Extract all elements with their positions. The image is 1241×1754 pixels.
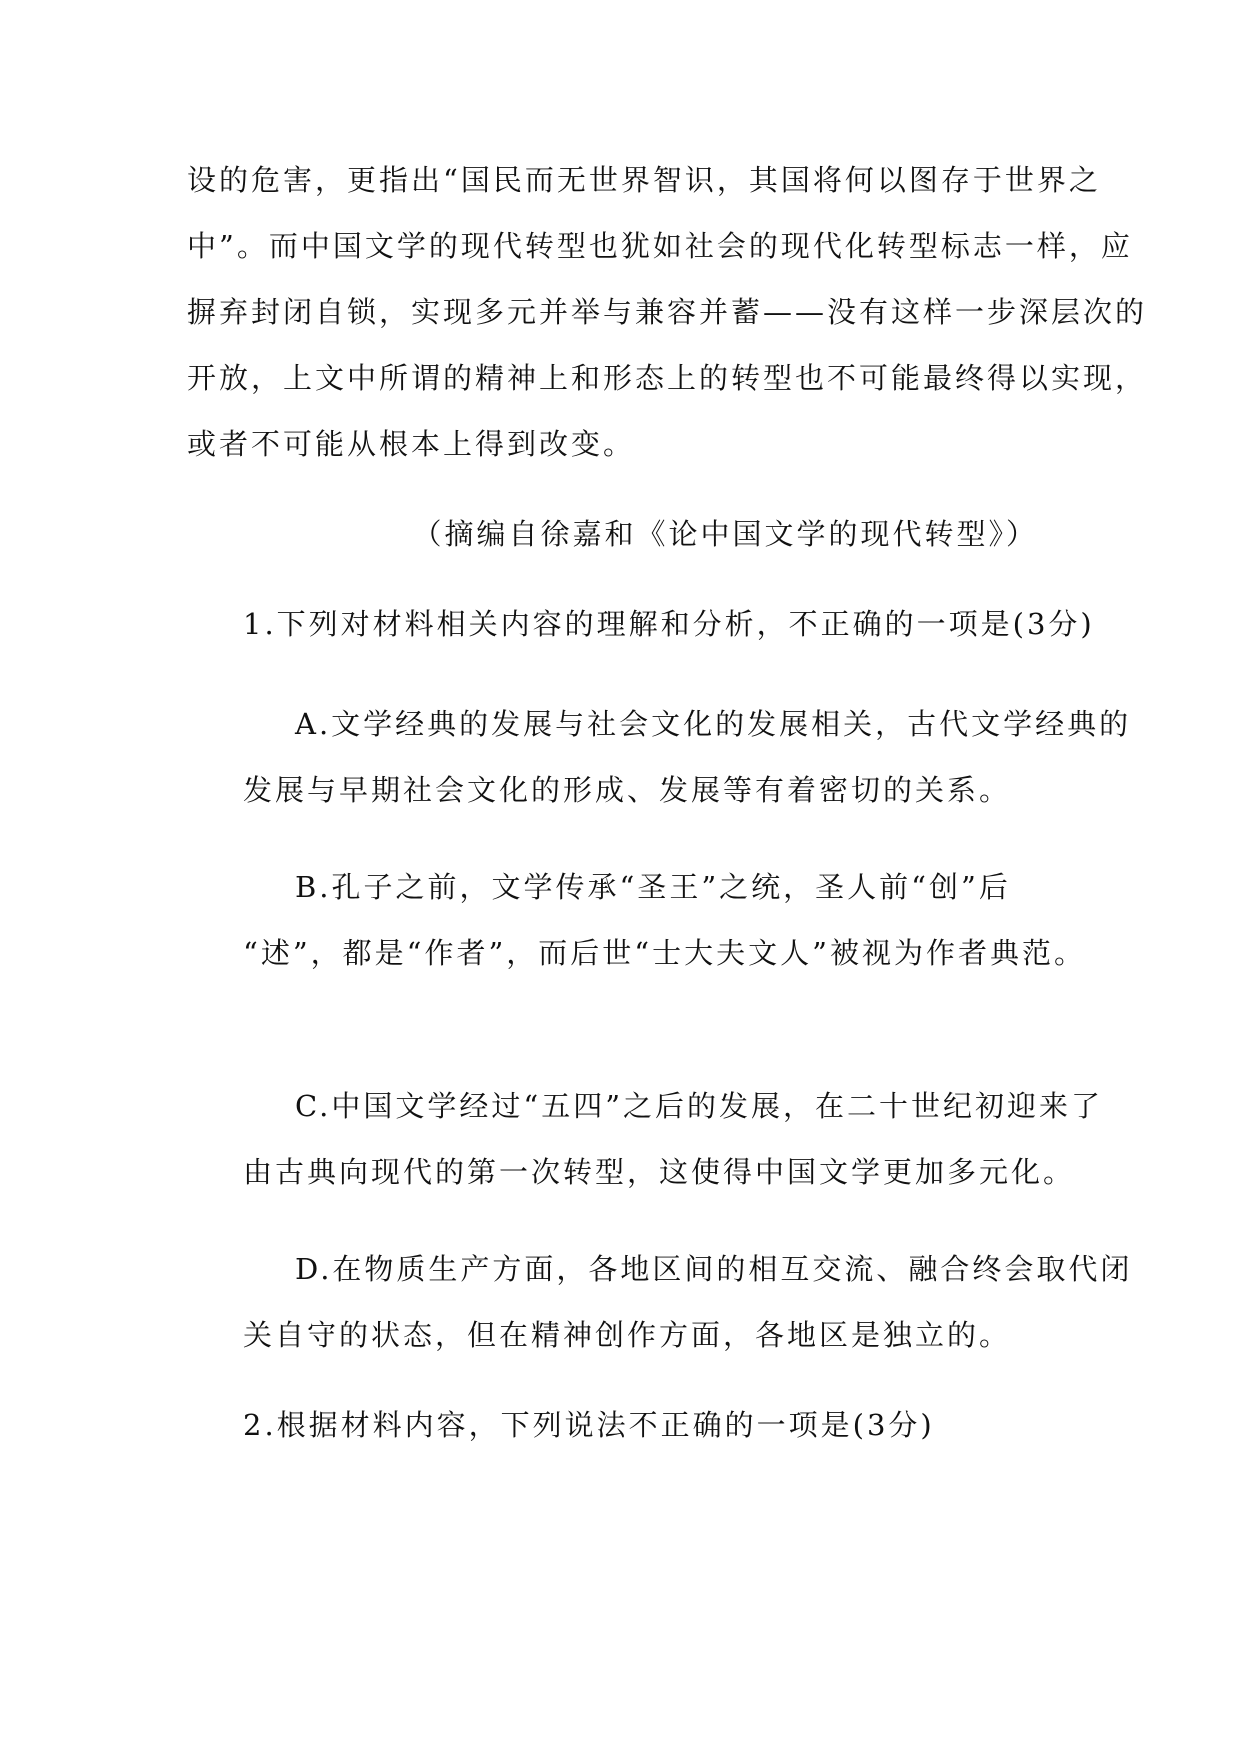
passage-source: （摘编自徐嘉和《论中国文学的现代转型》）: [412, 517, 1038, 551]
passage-line: 开放，上文中所谓的精神上和形态上的转型也不可能最终得以实现，: [187, 361, 1148, 395]
question-2-stem: 2.根据材料内容，下列说法不正确的一项是(3分): [243, 1408, 935, 1442]
passage-line: 或者不可能从根本上得到改变。: [187, 427, 636, 461]
option-line: D.在物质生产方面，各地区间的相互交流、融合终会取代闭: [295, 1252, 1133, 1286]
option-line: “述”，都是“作者”，而后世“士大夫文人”被视为作者典范。: [243, 936, 1086, 970]
passage-line: 摒弃封闭自锁，实现多元并举与兼容并蓄——没有这样一步深层次的: [187, 295, 1148, 329]
option-line: A.文学经典的发展与社会文化的发展相关，古代文学经典的: [295, 707, 1132, 741]
passage-line: 设的危害，更指出“国民而无世界智识，其国将何以图存于世界之: [187, 163, 1101, 197]
option-line: 由古典向现代的第一次转型，这使得中国文学更加多元化。: [243, 1155, 1076, 1189]
option-line: C.中国文学经过“五四”之后的发展，在二十世纪初迎来了: [295, 1089, 1104, 1123]
option-line: 关自守的状态，但在精神创作方面，各地区是独立的。: [243, 1318, 1012, 1352]
option-line: B.孔子之前，文学传承“圣王”之统，圣人前“创”后: [295, 870, 1011, 904]
question-1-stem: 1.下列对材料相关内容的理解和分析，不正确的一项是(3分): [243, 607, 1095, 641]
option-line: 发展与早期社会文化的形成、发展等有着密切的关系。: [243, 773, 1012, 807]
passage-line: 中”。而中国文学的现代转型也犹如社会的现代化转型标志一样，应: [187, 229, 1133, 263]
